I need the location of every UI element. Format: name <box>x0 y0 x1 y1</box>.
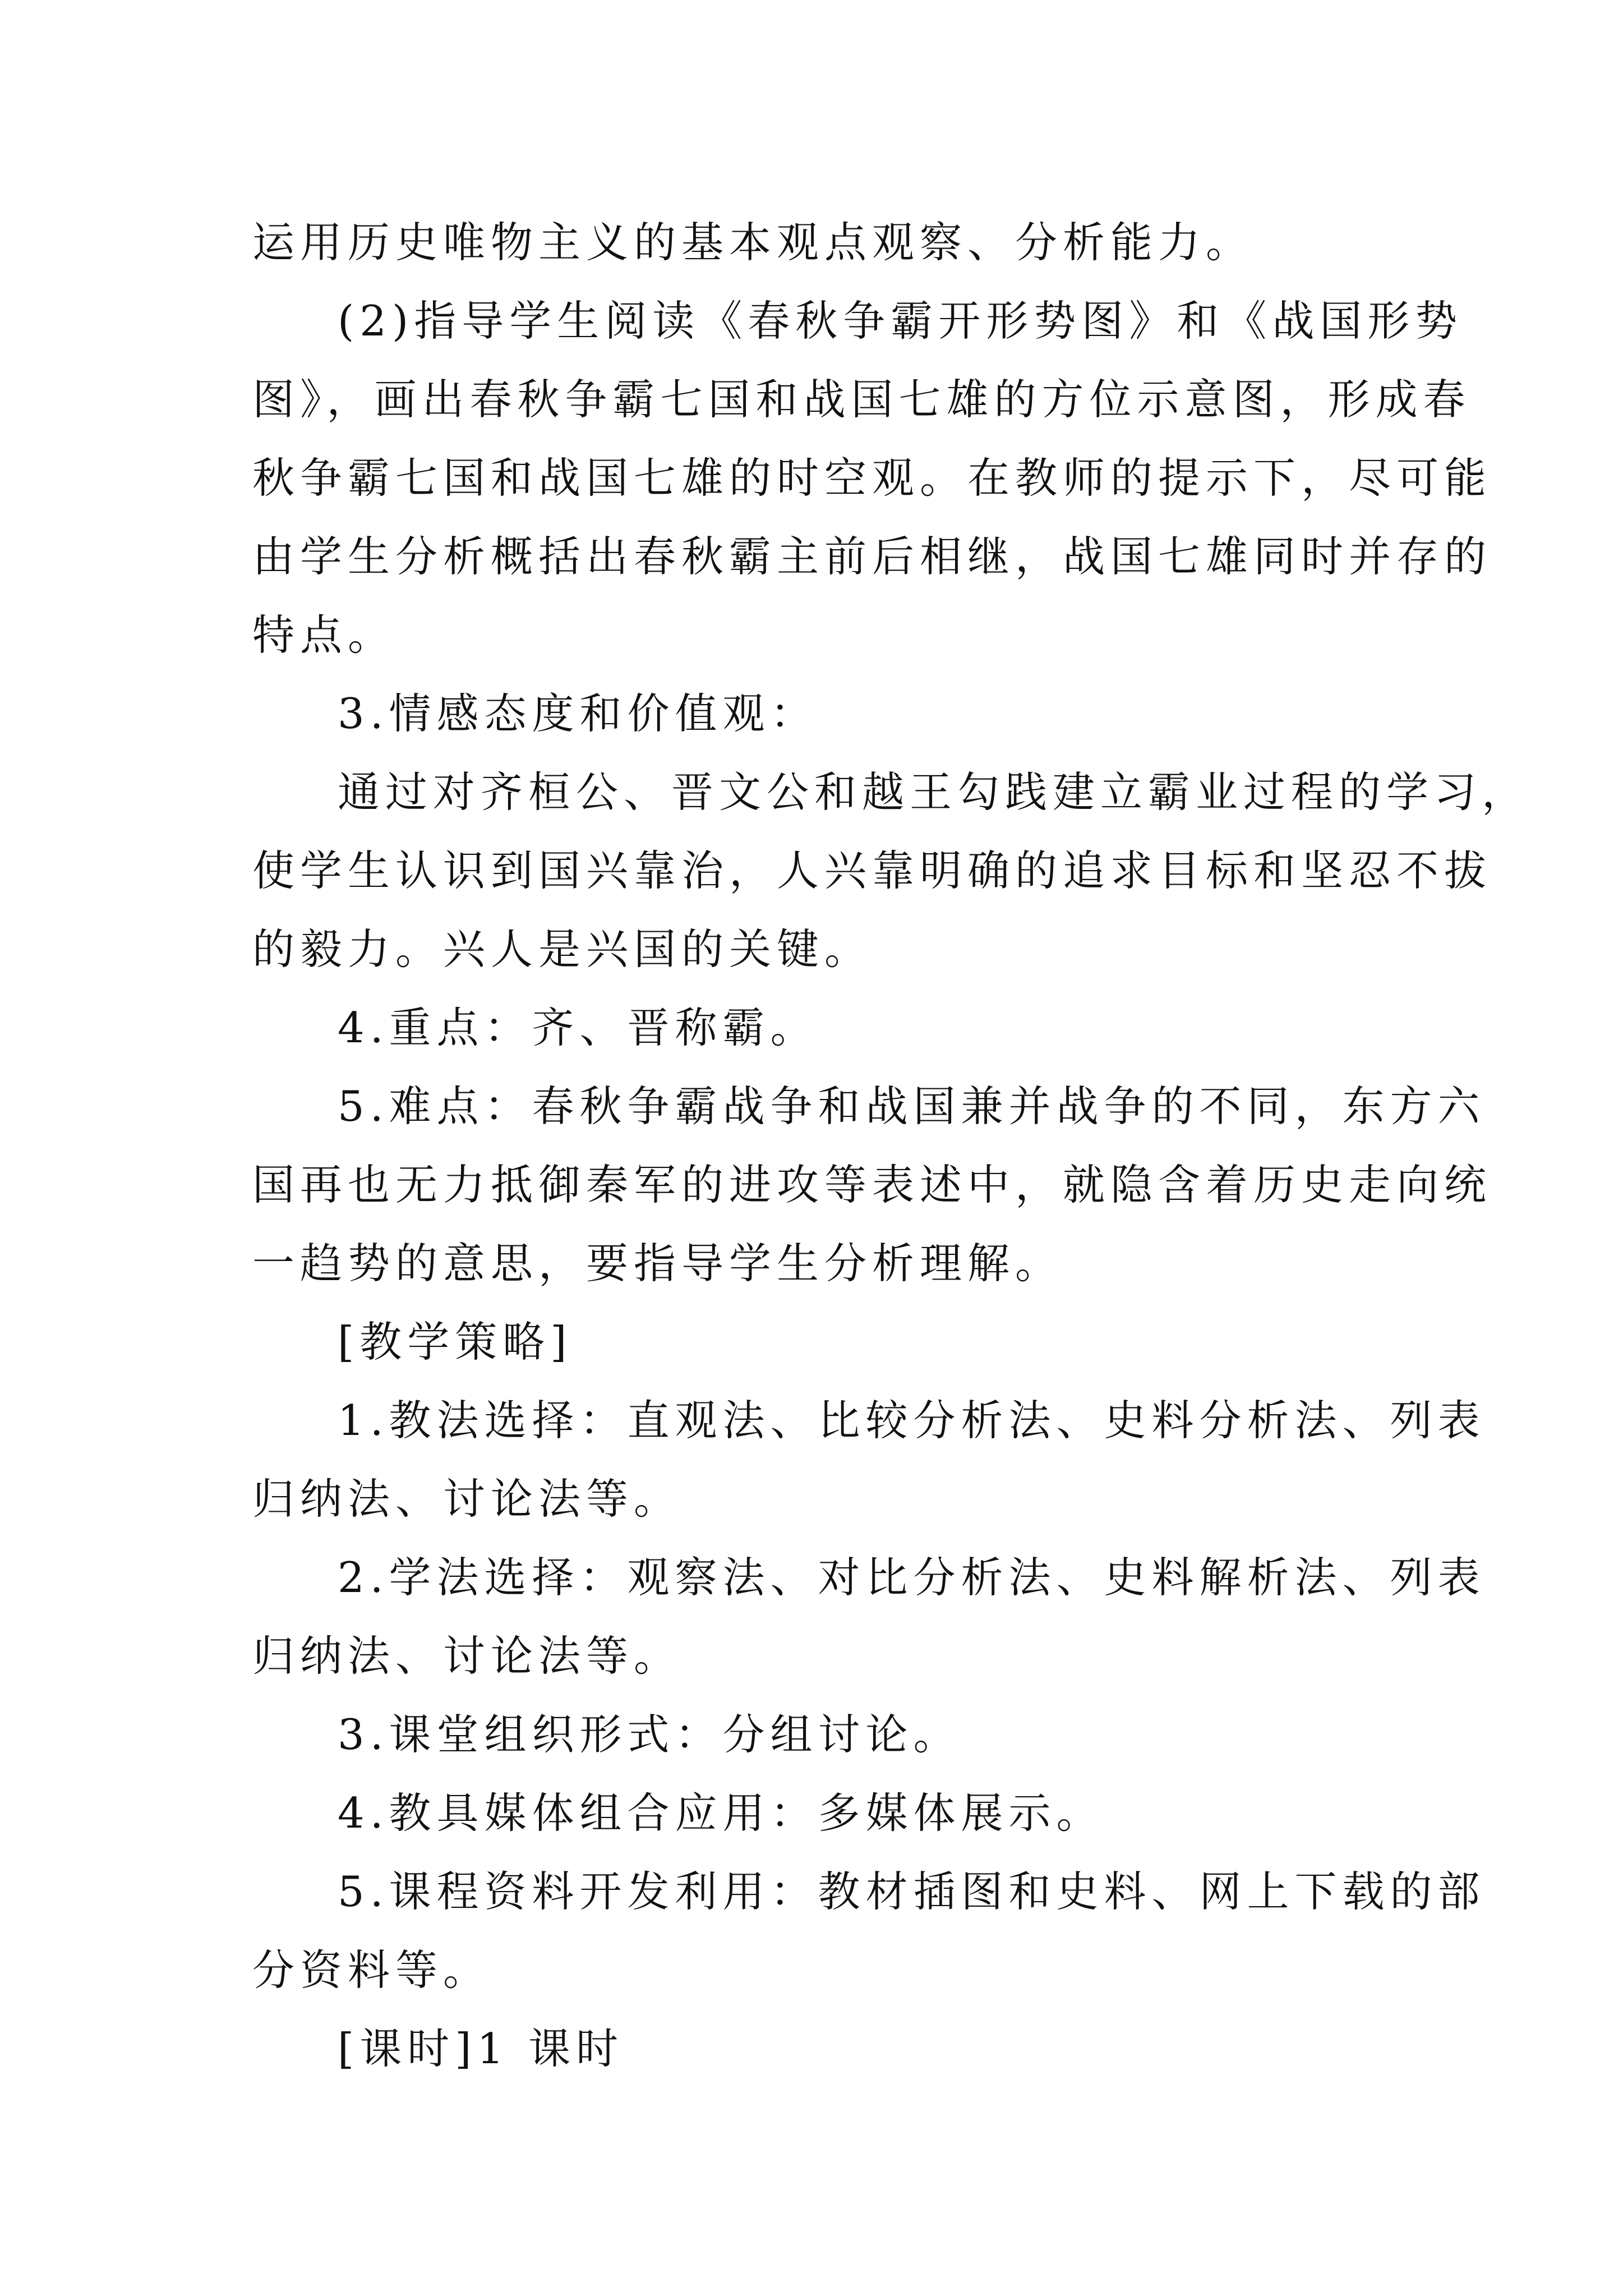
text-line: 分资料等。 <box>252 1945 491 1995</box>
text-line: 运用历史唯物主义的基本观点观察、分析能力。 <box>252 218 1254 267</box>
text-line: 使学生认识到国兴靠治，人兴靠明确的追求目标和坚忍不拔 <box>252 846 1492 895</box>
text-line: 归纳法、讨论法等。 <box>252 1474 682 1524</box>
text-line: 由学生分析概括出春秋霸主前后相继，战国七雄同时并存的 <box>252 532 1492 581</box>
text-line: 国再也无力抵御秦军的进攻等表述中，就隐含着历史走向统 <box>252 1160 1492 1209</box>
section-heading: [教学策略] <box>338 1317 573 1366</box>
text-line: 归纳法、讨论法等。 <box>252 1631 682 1681</box>
text-line: 2.学法选择：观察法、对比分析法、史料解析法、列表 <box>338 1553 1486 1602</box>
text-line: 4.教具媒体组合应用：多媒体展示。 <box>338 1788 1104 1838</box>
section-heading: [课时]1 课时 <box>338 2024 624 2073</box>
section-heading: 3.情感态度和价值观： <box>338 689 818 738</box>
text-line: 通过对齐桓公、晋文公和越王勾践建立霸业过程的学习， <box>338 767 1530 817</box>
text-line: 特点。 <box>252 610 396 660</box>
text-line: 的毅力。兴人是兴国的关键。 <box>252 924 873 974</box>
text-line: 1.教法选择：直观法、比较分析法、史料分析法、列表 <box>338 1396 1486 1445</box>
text-line: (2)指导学生阅读《春秋争霸开形势图》和《战国形势 <box>338 296 1463 346</box>
text-line: 5.难点：春秋争霸战争和战国兼并战争的不同，东方六 <box>338 1082 1486 1131</box>
text-line: 图》，画出春秋争霸七国和战国七雄的方位示意图，形成春 <box>252 375 1471 424</box>
text-line: 秋争霸七国和战国七雄的时空观。在教师的提示下，尽可能 <box>252 453 1492 503</box>
text-line: 4.重点：齐、晋称霸。 <box>338 1003 818 1052</box>
text-line: 5.课程资料开发利用：教材插图和史料、网上下载的部 <box>338 1867 1486 1916</box>
text-line: 一趋势的意思，要指导学生分析理解。 <box>252 1239 1063 1288</box>
text-line: 3.课堂组织形式：分组讨论。 <box>338 1710 961 1759</box>
